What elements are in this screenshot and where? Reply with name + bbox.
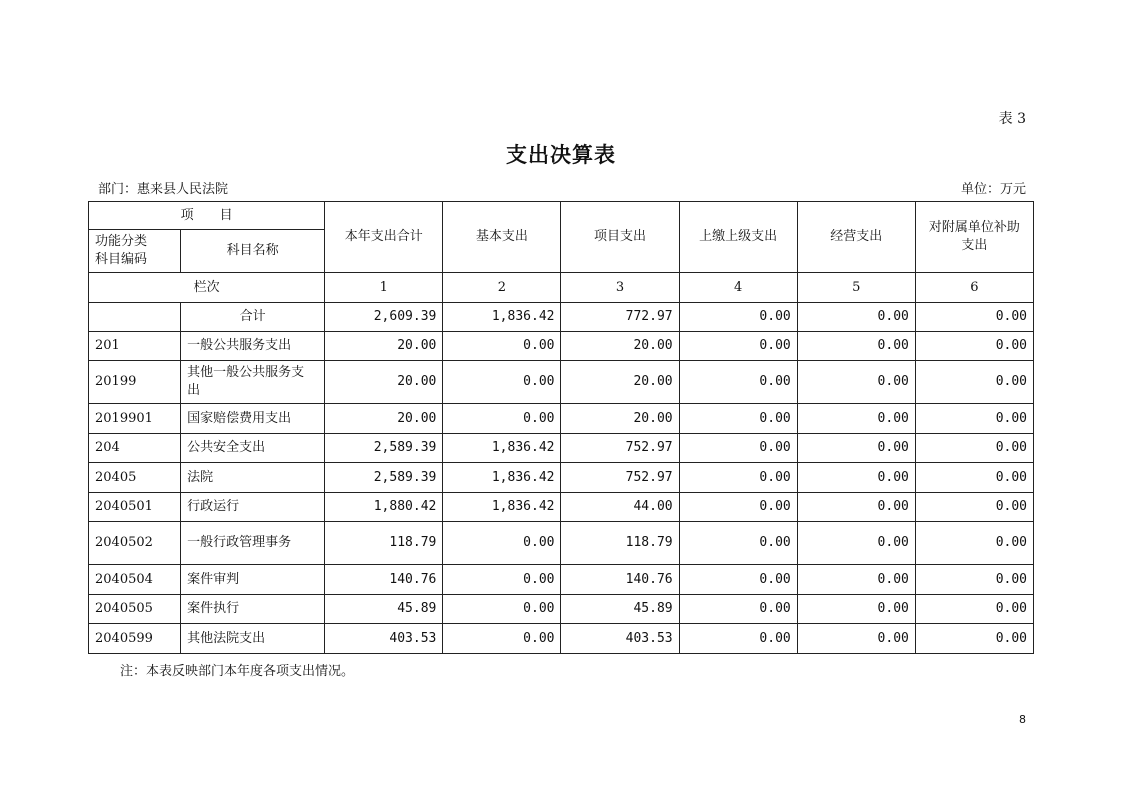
amount-cell: 0.00 bbox=[915, 332, 1033, 361]
function-code-cell: 201 bbox=[89, 332, 181, 361]
subject-name-cell: 一般公共服务支出 bbox=[181, 332, 325, 361]
page-number: 8 bbox=[1019, 713, 1026, 726]
amount-cell: 20.00 bbox=[561, 332, 679, 361]
subject-name-cell: 案件审判 bbox=[181, 565, 325, 595]
col-header-basic: 基本支出 bbox=[443, 202, 561, 273]
function-code-cell: 2019901 bbox=[89, 404, 181, 434]
department-label: 部门：惠来县人民法院 bbox=[98, 182, 229, 197]
amount-cell: 0.00 bbox=[797, 624, 915, 654]
amount-cell: 20.00 bbox=[325, 361, 443, 404]
amount-cell: 1,836.42 bbox=[443, 463, 561, 493]
amount-cell: 752.97 bbox=[561, 434, 679, 463]
column-index-row bbox=[89, 273, 1034, 303]
amount-cell: 0.00 bbox=[679, 624, 797, 654]
amount-cell: 1,880.42 bbox=[325, 493, 443, 522]
subject-name-cell: 国家赔偿费用支出 bbox=[181, 404, 325, 434]
amount-cell: 1,836.42 bbox=[443, 434, 561, 463]
amount-cell: 20.00 bbox=[325, 332, 443, 361]
table-row bbox=[89, 332, 1034, 361]
subject-name-cell: 案件执行 bbox=[181, 595, 325, 624]
table-number: 表 3 bbox=[998, 111, 1026, 127]
function-code-cell: 2040599 bbox=[89, 624, 181, 654]
amount-cell: 0.00 bbox=[915, 404, 1033, 434]
amount-cell: 0.00 bbox=[915, 493, 1033, 522]
amount-cell: 0.00 bbox=[915, 595, 1033, 624]
function-code-cell: 2040504 bbox=[89, 565, 181, 595]
table-row bbox=[89, 463, 1034, 493]
subject-name-cell: 一般行政管理事务 bbox=[181, 522, 325, 565]
expenditure-table bbox=[88, 201, 1034, 654]
amount-cell: 0.00 bbox=[915, 565, 1033, 595]
total-row bbox=[89, 303, 1034, 332]
page-title: 支出决算表 bbox=[506, 143, 616, 167]
function-code-cell: 20199 bbox=[89, 361, 181, 404]
amount-cell: 0.00 bbox=[443, 361, 561, 404]
amount-cell: 0.00 bbox=[679, 565, 797, 595]
table-note: 注：本表反映部门本年度各项支出情况。 bbox=[120, 664, 355, 679]
amount-cell: 0.00 bbox=[679, 303, 797, 332]
subject-name-cell: 其他法院支出 bbox=[181, 624, 325, 654]
amount-cell: 0.00 bbox=[915, 624, 1033, 654]
table-row bbox=[89, 434, 1034, 463]
function-code-cell: 2040501 bbox=[89, 493, 181, 522]
function-code-cell bbox=[89, 303, 181, 332]
amount-cell: 0.00 bbox=[443, 624, 561, 654]
amount-cell: 403.53 bbox=[325, 624, 443, 654]
col-header-operating: 经营支出 bbox=[797, 202, 915, 273]
table-row bbox=[89, 522, 1034, 565]
table-row bbox=[89, 493, 1034, 522]
amount-cell: 0.00 bbox=[915, 522, 1033, 565]
amount-cell: 45.89 bbox=[561, 595, 679, 624]
amount-cell: 772.97 bbox=[561, 303, 679, 332]
amount-cell: 1,836.42 bbox=[443, 493, 561, 522]
amount-cell: 0.00 bbox=[797, 565, 915, 595]
amount-cell: 0.00 bbox=[915, 434, 1033, 463]
amount-cell: 0.00 bbox=[679, 463, 797, 493]
amount-cell: 0.00 bbox=[679, 361, 797, 404]
subject-name-cell: 其他一般公共服务支 出 bbox=[181, 361, 325, 404]
amount-cell: 20.00 bbox=[325, 404, 443, 434]
amount-cell: 0.00 bbox=[443, 595, 561, 624]
subject-name-cell: 法院 bbox=[181, 463, 325, 493]
func-code-header: 功能分类 科目编码 bbox=[89, 230, 181, 273]
amount-cell: 0.00 bbox=[915, 303, 1033, 332]
subject-name-cell: 公共安全支出 bbox=[181, 434, 325, 463]
amount-cell: 2,609.39 bbox=[325, 303, 443, 332]
amount-cell: 0.00 bbox=[797, 332, 915, 361]
amount-cell: 140.76 bbox=[325, 565, 443, 595]
amount-cell: 0.00 bbox=[679, 434, 797, 463]
amount-cell: 45.89 bbox=[325, 595, 443, 624]
amount-cell: 118.79 bbox=[561, 522, 679, 565]
unit-label: 单位：万元 bbox=[960, 182, 1026, 197]
amount-cell: 0.00 bbox=[797, 404, 915, 434]
amount-cell: 20.00 bbox=[561, 361, 679, 404]
project-header: 项 目 bbox=[89, 202, 325, 230]
amount-cell: 0.00 bbox=[797, 595, 915, 624]
amount-cell: 20.00 bbox=[561, 404, 679, 434]
amount-cell: 1,836.42 bbox=[443, 303, 561, 332]
table-row bbox=[89, 565, 1034, 595]
table-row bbox=[89, 404, 1034, 434]
amount-cell: 0.00 bbox=[797, 522, 915, 565]
amount-cell: 0.00 bbox=[679, 522, 797, 565]
amount-cell: 140.76 bbox=[561, 565, 679, 595]
column-number: 6 bbox=[915, 273, 1033, 303]
amount-cell: 0.00 bbox=[443, 522, 561, 565]
function-code-cell: 204 bbox=[89, 434, 181, 463]
amount-cell: 0.00 bbox=[679, 332, 797, 361]
col-header-subsidy: 对附属单位补助 支出 bbox=[915, 202, 1033, 273]
function-code-cell: 2040502 bbox=[89, 522, 181, 565]
amount-cell: 752.97 bbox=[561, 463, 679, 493]
amount-cell: 2,589.39 bbox=[325, 463, 443, 493]
table-row bbox=[89, 624, 1034, 654]
column-number: 1 bbox=[325, 273, 443, 303]
col-header-remit: 上缴上级支出 bbox=[679, 202, 797, 273]
table-row bbox=[89, 361, 1034, 404]
subject-name-cell: 行政运行 bbox=[181, 493, 325, 522]
function-code-cell: 20405 bbox=[89, 463, 181, 493]
amount-cell: 2,589.39 bbox=[325, 434, 443, 463]
column-number: 3 bbox=[561, 273, 679, 303]
column-index-label: 栏次 bbox=[89, 273, 325, 303]
column-number: 4 bbox=[679, 273, 797, 303]
amount-cell: 0.00 bbox=[443, 404, 561, 434]
amount-cell: 403.53 bbox=[561, 624, 679, 654]
amount-cell: 0.00 bbox=[915, 361, 1033, 404]
amount-cell: 0.00 bbox=[679, 404, 797, 434]
header-row bbox=[89, 202, 1034, 230]
col-header-total: 本年支出合计 bbox=[325, 202, 443, 273]
column-number: 5 bbox=[797, 273, 915, 303]
amount-cell: 0.00 bbox=[797, 463, 915, 493]
amount-cell: 0.00 bbox=[797, 493, 915, 522]
table-row bbox=[89, 595, 1034, 624]
amount-cell: 0.00 bbox=[797, 303, 915, 332]
amount-cell: 0.00 bbox=[679, 493, 797, 522]
amount-cell: 0.00 bbox=[443, 332, 561, 361]
amount-cell: 0.00 bbox=[797, 434, 915, 463]
amount-cell: 0.00 bbox=[797, 361, 915, 404]
column-number: 2 bbox=[443, 273, 561, 303]
amount-cell: 44.00 bbox=[561, 493, 679, 522]
subject-name-cell: 合计 bbox=[181, 303, 325, 332]
amount-cell: 0.00 bbox=[443, 565, 561, 595]
amount-cell: 0.00 bbox=[915, 463, 1033, 493]
function-code-cell: 2040505 bbox=[89, 595, 181, 624]
col-header-project: 项目支出 bbox=[561, 202, 679, 273]
amount-cell: 0.00 bbox=[679, 595, 797, 624]
amount-cell: 118.79 bbox=[325, 522, 443, 565]
subject-name-header: 科目名称 bbox=[181, 230, 325, 273]
